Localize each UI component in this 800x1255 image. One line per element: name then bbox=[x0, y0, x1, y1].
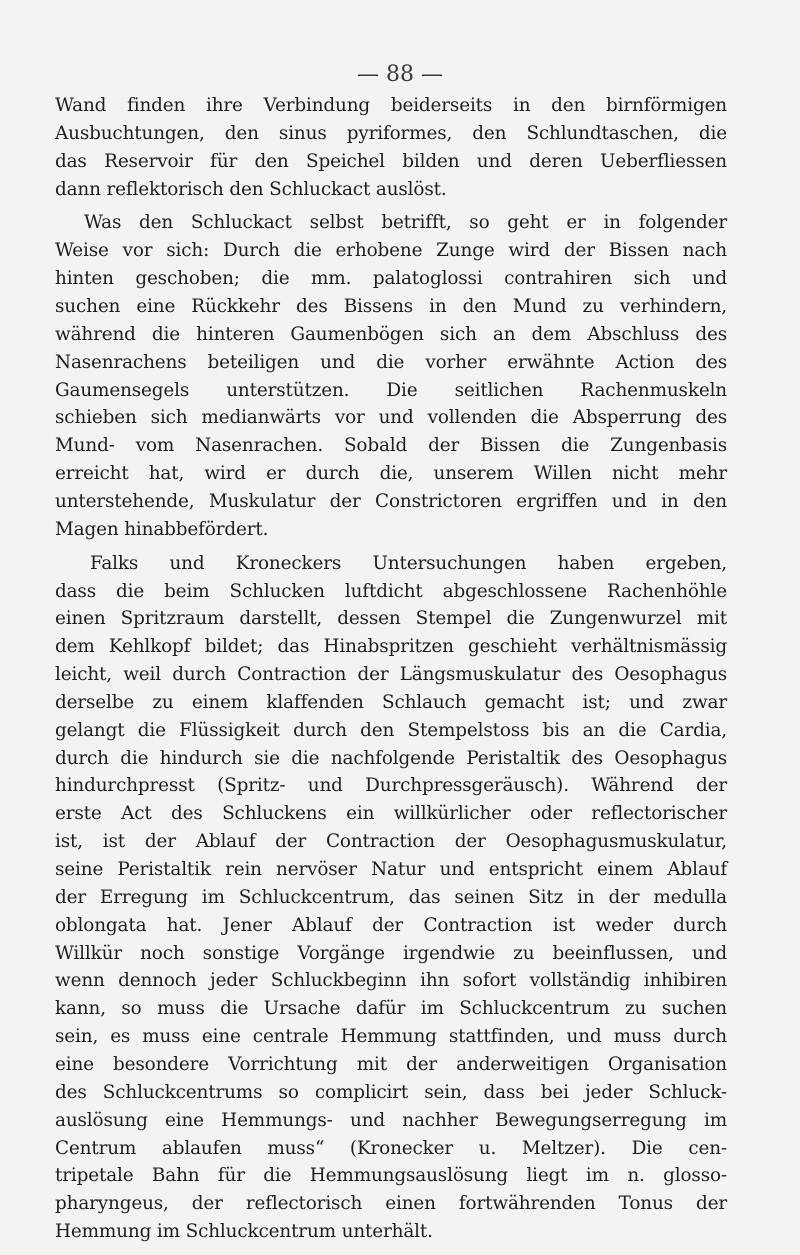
text-line: einen Spritzraum darstellt, dessen Stempel die Zungenwurzel mit bbox=[55, 608, 727, 630]
text-line: erste Act des Schluckens ein willkürlicher oder reflectorischer bbox=[55, 803, 727, 825]
text-line: schieben sich medianwärts vor und vollenden die Absperrung des bbox=[55, 407, 727, 429]
page-number: — 88 — bbox=[357, 62, 443, 87]
text-line: durch die hindurch sie die nachfolgende Peristaltik des Oesophagus bbox=[55, 747, 727, 769]
text-line: dass die beim Schlucken luftdicht abgeschlossene Rachenhöhle bbox=[55, 580, 727, 602]
text-line: Falks und Kroneckers Untersuchungen haben ergeben, bbox=[90, 552, 727, 574]
text-line: dem Kehlkopf bildet; das Hinabspritzen geschieht verhältnismässig bbox=[55, 636, 727, 658]
text-line: pharyngeus, der reflectorisch einen fortwährenden Tonus der bbox=[55, 1193, 727, 1215]
text-line: tripetale Bahn für die Hemmungsauslösung liegt im n. glosso- bbox=[55, 1165, 727, 1187]
text-line: während die hinteren Gaumenbögen sich an dem Abschluss des bbox=[55, 323, 727, 345]
text-line: derselbe zu einem klaffenden Schlauch gemacht ist; und zwar bbox=[55, 691, 727, 713]
text-line: eine besondere Vorrichtung mit der anderweitigen Organisation bbox=[55, 1053, 727, 1075]
text-line: Centrum ablaufen muss“ (Kronecker u. Meltzer). Die cen- bbox=[55, 1137, 727, 1159]
text-line: ist, ist der Ablauf der Contraction der Oesophagusmuskulatur, bbox=[55, 831, 727, 853]
text-line: Nasenrachens beteiligen und die vorher erwähnte Action des bbox=[55, 351, 727, 373]
text-line: leicht, weil durch Contraction der Längsmuskulatur des Oesophagus bbox=[55, 664, 727, 685]
text-line: des Schluckcentrums so complicirt sein, dass bei jeder Schluck- bbox=[55, 1081, 727, 1103]
text-line: unterstehende, Muskulatur der Constrictoren ergriffen und in den bbox=[55, 490, 727, 512]
text-line: Magen hinabbefördert. bbox=[55, 518, 269, 540]
text-line: Gaumensegels unterstützen. Die seitlichen Rachenmuskeln bbox=[55, 379, 727, 401]
text-line: Hemmung im Schluckcentrum unterhält. bbox=[55, 1221, 433, 1242]
text-line: wenn dennoch jeder Schluckbeginn ihn sofort vollständig inhibiren bbox=[55, 970, 727, 992]
text-line: Weise vor sich: Durch die erhobene Zunge wird der Bissen nach bbox=[55, 240, 727, 262]
text-line: der Erregung im Schluckcentrum, das seinen Sitz in der medulla bbox=[55, 886, 727, 908]
text-line: seine Peristaltik rein nervöser Natur und entspricht einem Ablauf bbox=[55, 859, 727, 880]
text-line: gelangt die Flüssigkeit durch den Stempelstoss bis an die Cardia, bbox=[55, 719, 727, 741]
text-line: auslösung eine Hemmungs- und nachher Bewegungserregung im bbox=[55, 1109, 727, 1131]
text-line: erreicht hat, wird er durch die, unserem Willen nicht mehr bbox=[55, 463, 727, 485]
text-line: kann, so muss die Ursache dafür im Schluckcentrum zu suchen bbox=[55, 998, 727, 1020]
text-line: das Reservoir für den Speichel bilden und deren Ueberfliessen bbox=[55, 150, 727, 172]
text-line: Ausbuchtungen, den sinus pyriformes, den Schlundtaschen, die bbox=[55, 122, 727, 144]
text-line: dann reflektorisch den Schluckact auslöst. bbox=[55, 178, 447, 200]
text-line: Was den Schluckact selbst betrifft, so geht er in folgender bbox=[84, 212, 727, 234]
text-line: Willkür noch sonstige Vorgänge irgendwie zu beeinflussen, und bbox=[55, 942, 727, 964]
text-line: oblongata hat. Jener Ablauf der Contraction ist weder durch bbox=[55, 914, 727, 936]
text-line: sein, es muss eine centrale Hemmung stattfinden, und muss durch bbox=[55, 1026, 727, 1048]
text-line: suchen eine Rückkehr des Bissens in den Mund zu verhindern, bbox=[55, 295, 727, 317]
text-line: Mund- vom Nasenrachen. Sobald der Bissen die Zungenbasis bbox=[55, 435, 727, 457]
text-line: hinten geschoben; die mm. palatoglossi contrahiren sich und bbox=[55, 268, 727, 290]
text-line: hindurchpresst (Spritz- und Durchpressgeräusch). Während der bbox=[55, 775, 727, 797]
text-line: Wand finden ihre Verbindung beiderseits in den birnförmigen bbox=[55, 95, 727, 116]
